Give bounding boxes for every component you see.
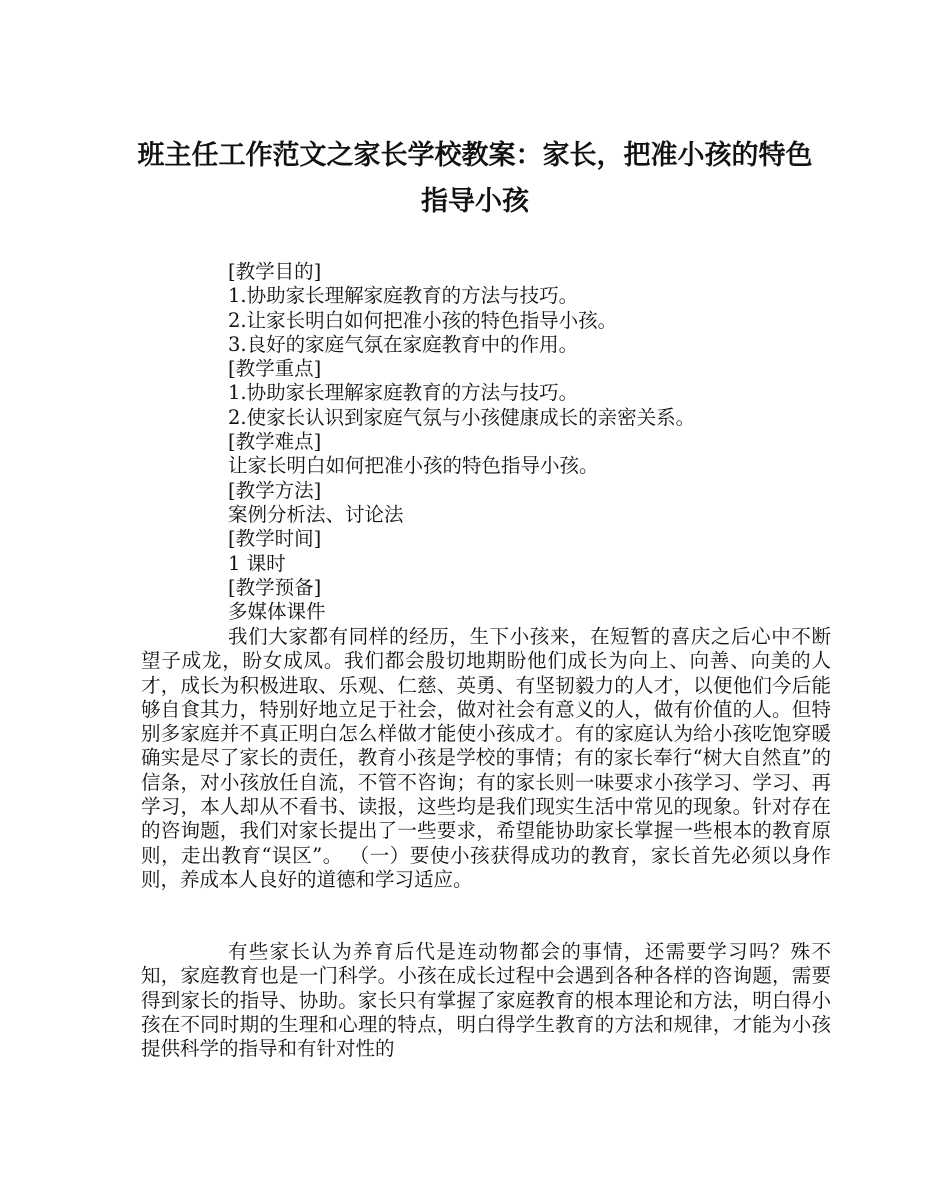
body-paragraph: 我们大家都有同样的经历，生下小孩来，在短暂的喜庆之后心中不断望子成龙，盼女成凤。我们都会殷切地期盼他们成长为向上、向善、向美的人才，成长为积极进取、乐观、仁慈、英勇、有坚韧毅力的人才，以便他们今后能够自食其力，特别好地立足于社会，做对社会有意义的人，做有价值的人。但特别多家庭并不真正明白怎么样做才能使小孩成才。有的家庭认为给小孩吃饱穿暖确实是尽了家长的责任，教育小孩是学校的事情；有的家长奉行“树大自然直”的信条，对小孩放任自流，不管不咨询；有的家长则一味要求小孩学习、学习、再学习，本人却从不看书、读报，这些均是我们现实生活中常见的现象。针对存在的咨询题，我们对家长提出了一些要求，希望能协助家长掌握一些根本的教育原则，走出教育“误区”。 （一）要使小孩获得成功的教育，家长首先必须以身作则，养成本人良好的道德和学习适应。 bbox=[141, 625, 831, 891]
section-line: 多媒体课件 bbox=[228, 600, 326, 624]
section-line: 让家长明白如何把准小孩的特色指导小孩。 bbox=[228, 454, 599, 478]
section-heading: [教学重点] bbox=[228, 357, 322, 381]
section-line: 2.让家长明白如何把准小孩的特色指导小孩。 bbox=[228, 308, 618, 332]
section-line: 1.协助家长理解家庭教育的方法与技巧。 bbox=[228, 284, 579, 308]
section-heading: [教学目的] bbox=[228, 260, 322, 283]
section-line: 案例分析法、讨论法 bbox=[228, 502, 404, 526]
section-line: 1.协助家长理解家庭教育的方法与技巧。 bbox=[228, 381, 579, 405]
lesson-plan-outline bbox=[228, 260, 828, 624]
section-line: 2.使家长认识到家庭气氛与小孩健康成长的亲密关系。 bbox=[228, 405, 696, 429]
section-heading: [教学难点] bbox=[228, 430, 322, 454]
section-heading: [教学方法] bbox=[228, 478, 322, 502]
document-title: 班主任工作范文之家长学校教案：家长，把准小孩的特色指导小孩 bbox=[137, 140, 813, 217]
section-line: 3.良好的家庭气氛在家庭教育中的作用。 bbox=[228, 332, 579, 356]
section-heading: [教学时间] bbox=[228, 527, 322, 551]
body-paragraph: 有些家长认为养育后代是连动物都会的事情，还需要学习吗？殊不知，家庭教育也是一门科学。小孩在成长过程中会遇到各种各样的咨询题，需要得到家长的指导、协助。家长只有掌握了家庭教育的根本理论和方法，明白得小孩在不同时期的生理和心理的特点，明白得学生教育的方法和规律，才能为小孩提供科学的指导和有针对性的 bbox=[141, 940, 831, 1061]
section-line: 1 课时 bbox=[228, 551, 286, 575]
section-heading: [教学预备] bbox=[228, 575, 322, 599]
